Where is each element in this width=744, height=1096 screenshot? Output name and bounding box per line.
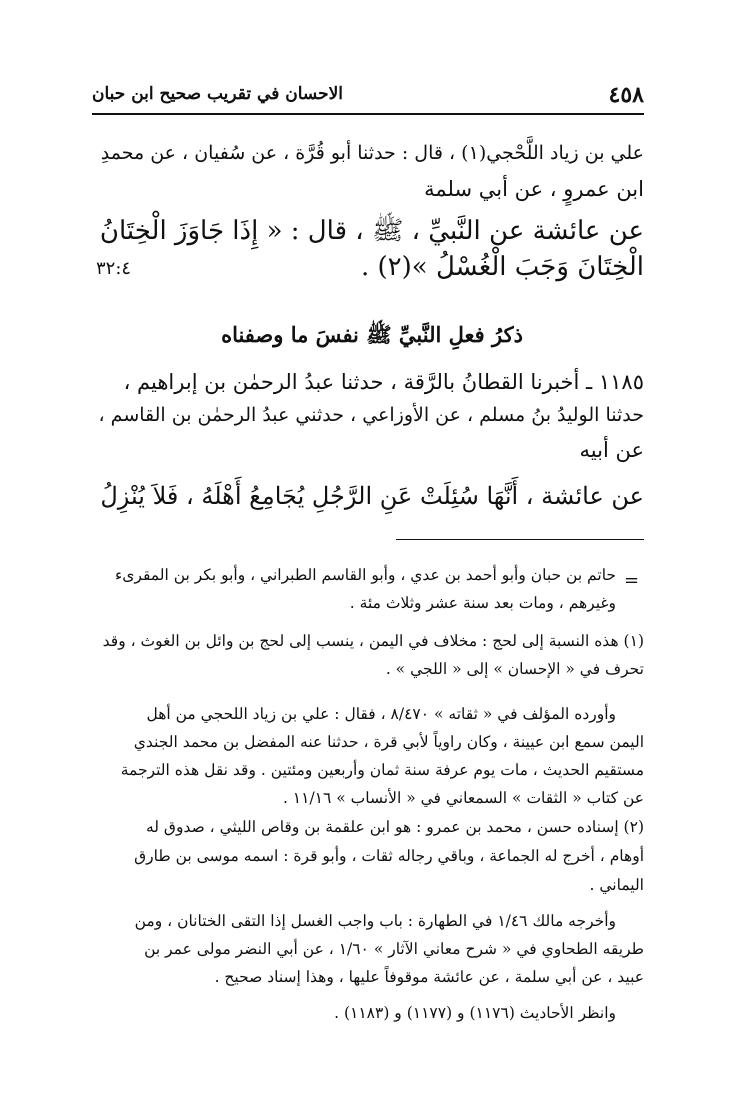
continuation-marker: = [624,570,640,591]
hadith-line-1: ١١٨٥ ـ أخبرنا القطانُ بالرَّقة ، حدثنا عبدُ الرحمٰن بن إبراهيم ، [123,370,644,394]
text-line-1: علي بن زياد اللَّحْجي(١) ، قال : حدثنا أبو قُرَّة ، عن سُفيان ، عن محمدِ [100,142,644,164]
footnote-2-line-3: اليماني . [589,876,644,894]
footnote-1b-line-2: اليمن سمع ابن عيينة ، وكان راوياً لأبي قرة ، حدثنا عنه المفضل بن محمد الجندي [133,733,644,751]
running-header [92,82,644,112]
footnote-1-line-2: تحرف في « الإحسان » إلى « اللجي » . [385,660,644,678]
footnote-2-line-2: أوهام ، أخرج له الجماعة ، وباقي رجاله ثقات ، وأبو قرة : اسمه موسى بن طارق [134,847,644,865]
hadith-line-4: عن عائشة ، أَنَّهَا سُئِلَتْ عَنِ الرَّجُلِ يُجَامِعُ أَهْلَهُ ، فَلاَ يُنْزِلُ [100,482,644,510]
footnote-2c-line-1: وانظر الأحاديث (١١٧٦) و (١١٧٧) و (١١٨٣) . [334,1004,616,1022]
footnote-continuation-line-1: حاتم بن حبان وأبو أحمد بن عدي ، وأبو القاسم الطبراني ، وأبو بكر بن المقرىء [114,566,616,584]
hadith-line-2: حدثنا الوليدُ بنُ مسلم ، عن الأوزاعي ، حدثني عبدُ الرحمٰن بن القاسم ، [98,404,644,426]
page-number: ٤٥٨ [608,82,644,108]
footnote-1b-line-4: عن كتاب « الثقات » السمعاني في « الأنساب » ١١/١٦ . [282,789,644,807]
section-heading: ذكرُ فعلِ النَّبيِّ ﷺ نفسَ ما وصفناه [221,322,523,347]
hadith-line-3: عن أبيه [579,438,644,462]
footnote-1b-line-1: وأورده المؤلف في « ثقاته » ٨/٤٧٠ ، فقال : علي بن زياد اللحجي من أهل [146,705,616,723]
header-divider [92,113,644,115]
book-title: الاحسان في تقريب صحيح ابن حبان [92,84,343,104]
reference-number: ٣٢:٤ [96,258,132,279]
footnote-2b-line-1: وأخرجه مالك ١/٤٦ في الطهارة : باب واجب الغسل إذا التقى الختانان ، ومن [134,912,616,930]
footnote-2b-line-2: طريقه الطحاوي في « شرح معاني الآثار » ١/٦٠ ، عن أبي النضر مولى عمر بن [144,940,644,958]
prophetic-quote-line-2: الْخِتَانَ وَجَبَ الْغُسْلُ »(٢) . [360,252,644,282]
footnote-1b-line-3: مستقيم الحديث ، مات يوم عرفة سنة ثمان وأربعين ومئتين . وقد نقل هذه الترجمة [120,761,644,779]
text-line-2: ابن عمروٍ ، عن أبي سلمة [424,177,644,201]
footnote-2-line-1: (٢) إسناده حسن ، محمد بن عمرو : هو ابن علقمة بن وقاص الليثي ، صدوق له [145,818,644,836]
footnote-1-line-1: (١) هذه النسبة إلى لحج : مخلاف في اليمن ، ينسب إلى لحج بن وائل بن الغوث ، وقد [102,632,644,650]
footnote-continuation-line-2: وغيرهم ، ومات بعد سنة عشر وثلاث مئة . [349,594,616,612]
footnote-divider [396,539,644,540]
footnote-2b-line-3: عبيد ، عن أبي سلمة ، عن عائشة موقوفاً عليها ، وهذا إسناد صحيح . [214,968,644,986]
prophetic-quote-line-1: عن عائشة عن النَّبيِّ ، ﷺ ، قال : « إِذَا جَاوَزَ الْخِتَانُ [99,216,644,246]
